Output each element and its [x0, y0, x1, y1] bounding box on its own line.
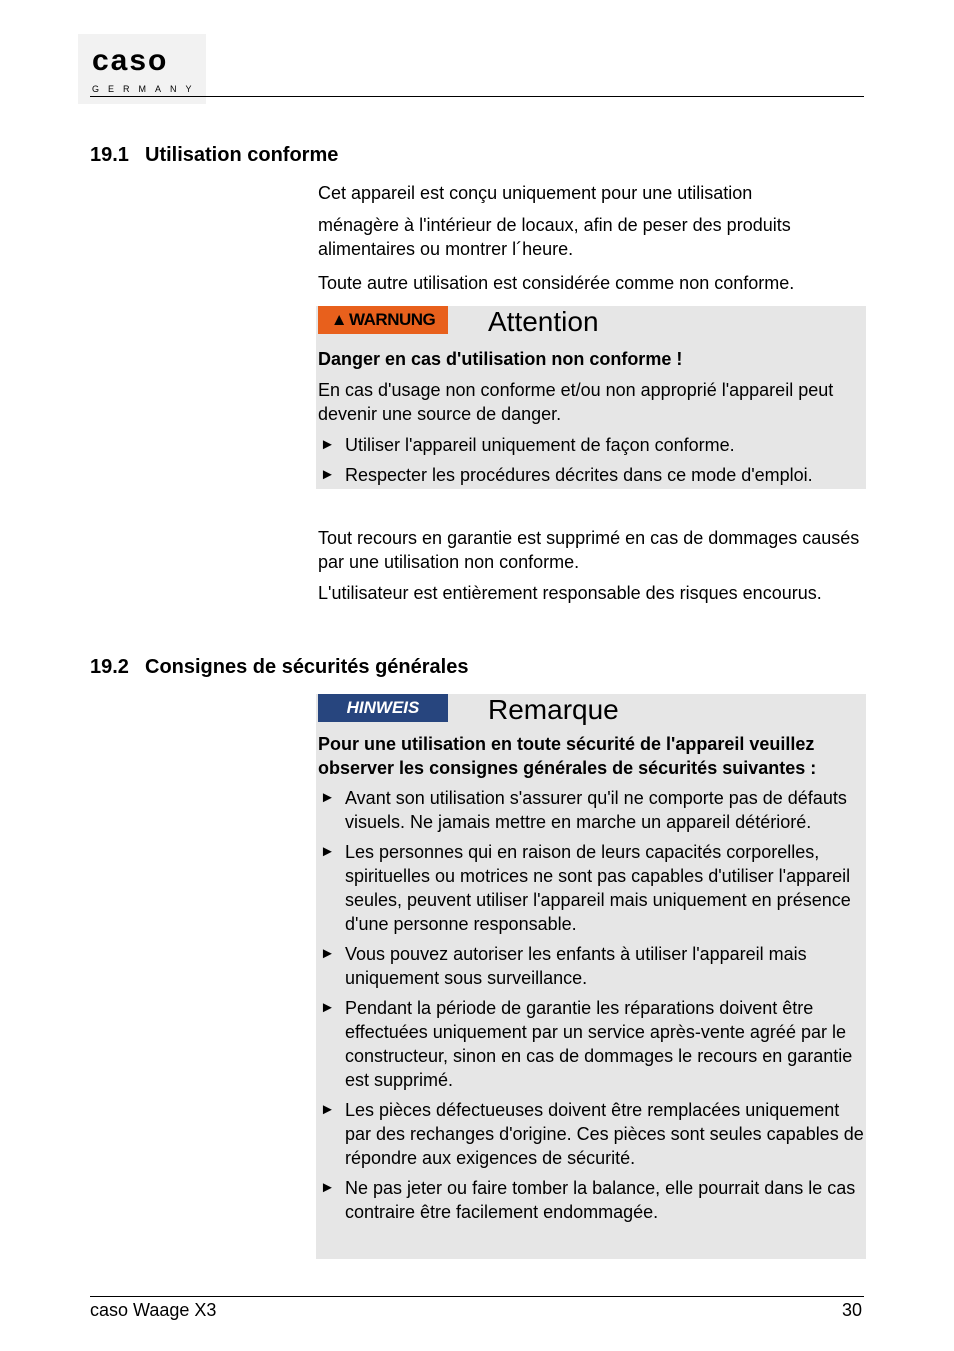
- list-item-text: Ne pas jeter ou faire tomber la balance, elle pourrait dans le cas contraire être facilement endommagée.: [345, 1178, 856, 1222]
- note-box: [316, 694, 866, 1259]
- paragraph: ménagère à l'intérieur de locaux, afin de peser des produits alimentaires ou montrer l´heure.: [318, 215, 791, 259]
- bullet-arrow-icon: ►: [320, 945, 335, 962]
- note-heading: Pour une utilisation en toute sécurité de l'appareil veuillez observer les consignes générales de sécurités suivantes :: [318, 734, 817, 778]
- note-badge: HINWEIS: [318, 694, 448, 722]
- warning-triangle-icon: ▲: [330, 310, 348, 329]
- section-title: Utilisation conforme: [145, 144, 339, 166]
- section1-closing: [318, 526, 866, 605]
- list-item-text: Utiliser l'appareil uniquement de façon conforme.: [345, 435, 735, 455]
- paragraph: Cet appareil est conçu uniquement pour une utilisation: [318, 183, 753, 203]
- list-item-text: Vous pouvez autoriser les enfants à utiliser l'appareil mais uniquement sous surveillance.: [345, 944, 807, 988]
- bullet-arrow-icon: ►: [320, 843, 335, 860]
- bullet-arrow-icon: ►: [320, 466, 335, 483]
- section-number: 19.1: [90, 144, 129, 166]
- caso-logo: [78, 34, 206, 104]
- list-item: [318, 786, 864, 834]
- list-item-text: Respecter les procédures décrites dans ce mode d'emploi.: [345, 465, 813, 485]
- list-item-text: Les personnes qui en raison de leurs capacités corporelles, spirituelles ou motrices ne sont pas capables d'utiliser l'appareil seules, peuvent utiliser l'appareil mais uniquement en présence d'une personne responsable.: [345, 842, 851, 934]
- bullet-arrow-icon: ►: [320, 1101, 335, 1118]
- bullet-arrow-icon: ►: [320, 999, 335, 1016]
- warning-box: [316, 306, 866, 489]
- list-item: [318, 433, 864, 457]
- list-item: [318, 996, 864, 1092]
- page-number: 30: [841, 1300, 862, 1320]
- list-item: [318, 942, 864, 990]
- list-item-text: Avant son utilisation s'assurer qu'il ne comporte pas de défauts visuels. Ne jamais mettre en marche un appareil détérioré.: [345, 788, 847, 832]
- warning-title: Attention: [488, 306, 599, 337]
- footer-product-name: caso Waage X3: [90, 1300, 217, 1320]
- header-rule: [90, 96, 864, 97]
- list-item: [318, 1098, 864, 1170]
- section-heading-19-1: [90, 144, 338, 167]
- list-item: [318, 1176, 864, 1224]
- warning-heading: Danger en cas d'utilisation non conforme !: [318, 349, 683, 369]
- note-title: Remarque: [488, 694, 619, 725]
- bullet-arrow-icon: ►: [320, 436, 335, 453]
- bullet-arrow-icon: ►: [320, 789, 335, 806]
- warning-text: En cas d'usage non conforme et/ou non approprié l'appareil peut devenir une source de danger.: [318, 380, 834, 424]
- paragraph: Toute autre utilisation est considérée comme non conforme.: [318, 273, 795, 293]
- section-number: 19.2: [90, 656, 129, 678]
- list-item: [318, 840, 864, 936]
- paragraph: Tout recours en garantie est supprimé en cas de dommages causés par une utilisation non conforme.: [318, 528, 860, 572]
- warning-badge: [318, 306, 448, 334]
- list-item: [318, 463, 864, 487]
- bullet-arrow-icon: ►: [320, 1179, 335, 1196]
- footer-rule: [90, 1296, 864, 1297]
- svg-text:caso: caso: [92, 44, 169, 77]
- svg-text:GERMANY: GERMANY: [92, 84, 201, 94]
- section-title: Consignes de sécurités générales: [145, 656, 469, 678]
- paragraph: L'utilisateur est entièrement responsable des risques encourus.: [318, 583, 822, 603]
- section-heading-19-2: [90, 656, 468, 679]
- list-item-text: Les pièces défectueuses doivent être remplacées uniquement par des rechanges d'origine. Ces pièces sont seules capables de répondre aux exigences de sécurité.: [345, 1100, 864, 1168]
- list-item-text: Pendant la période de garantie les réparations doivent être effectuées uniquement par un service après-vente agréé par le constructeur, sinon en cas de dommages le recours en garantie est supprimé.: [345, 998, 853, 1090]
- warning-badge-label: WARNUNG: [349, 310, 436, 329]
- section1-intro: [318, 181, 866, 295]
